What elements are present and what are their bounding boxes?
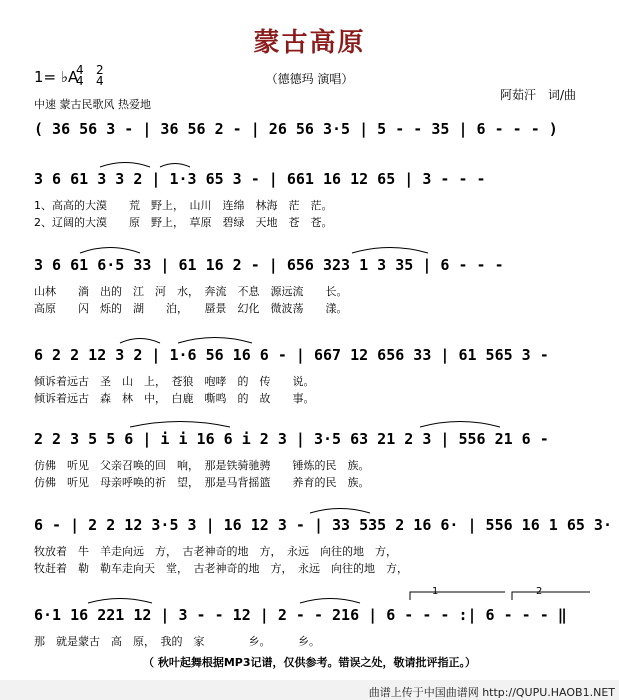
volta-2: 2 bbox=[536, 586, 543, 597]
lyric-row-5-verse-1: 牧放着 牛 羊走向远 方， 古老神奇的地 方， 永远 向往的地 方， bbox=[34, 545, 397, 558]
score-row-2: 3 6 61 6·5 33 | 61 16 2 - | 656 323 1 3 35 | 6 - - - bbox=[34, 256, 504, 274]
score-row-1: 3 6 61 3 3 2 | 1·3 65 3 - | 661 16 12 65 | 3 - - - bbox=[34, 170, 486, 188]
volta-bracket-2 bbox=[512, 592, 590, 600]
slur bbox=[160, 164, 190, 168]
slur bbox=[80, 248, 140, 254]
page-title: 蒙古高原 bbox=[253, 28, 366, 58]
score-row-4: 2 2 3 5 5 6 | i i 16 6 i 2 3 | 3·5 63 21 2 3 | 556 21 6 - bbox=[34, 430, 549, 448]
tempo-marking: 中速 蒙古民歌风 热爱地 bbox=[34, 98, 151, 111]
lyric-row-4-verse-1: 仿佛 听见 父亲召唤的回 响， 那是铁骑驰骋 锤炼的民 族。 bbox=[34, 459, 370, 472]
lyric-row-6-verse-1: 那 就是蒙古 高 原， 我的 家 乡。 乡。 bbox=[34, 635, 320, 648]
slur bbox=[120, 339, 160, 344]
key-signature: 1= ♭A bbox=[34, 68, 79, 86]
slur bbox=[100, 163, 150, 168]
lyric-row-1-verse-1: 1、高高的大漠 荒 野上， 山川 连绵 林海 茫 茫。 bbox=[34, 199, 333, 212]
volta-bracket-1 bbox=[410, 592, 505, 600]
score-row-intro: ( 36 56 3 - | 36 56 2 - | 26 56 3·5 | 5 - - 35 | 6 - - - ) bbox=[34, 120, 558, 138]
slur bbox=[310, 509, 370, 514]
lyric-row-2-verse-2: 高原 闪 烁的 湖 泊， 蜃景 幻化 微波荡 漾。 bbox=[34, 302, 348, 315]
lyric-row-2-verse-1: 山林 淌 出的 江 河 水， 奔流 不息 源远流 长。 bbox=[34, 285, 348, 298]
lyric-row-4-verse-2: 仿佛 听见 母亲呼唤的祈 望， 那是马背摇篮 养育的民 族。 bbox=[34, 476, 370, 489]
score-row-6: 6·1 16 221 12 | 3 - - 12 | 2 - - 216 | 6 - - - :| 6 - - - ‖ bbox=[34, 606, 567, 624]
time-signature-1: 4 4 bbox=[76, 63, 84, 88]
slur bbox=[300, 599, 360, 604]
slur bbox=[88, 599, 152, 604]
lyric-row-3-verse-2: 倾诉着远古 森 林 中， 白鹿 嘶鸣 的 故 事。 bbox=[34, 392, 315, 405]
score-row-5: 6 - | 2 2 12 3·5 3 | 16 12 3 - | 33 535 2 16 6· | 556 16 1 65 3· bbox=[34, 516, 612, 534]
slur bbox=[130, 422, 230, 428]
watermark: 曲谱上传于中国曲谱网 http://QUPU.HAOB1.NET bbox=[368, 686, 615, 699]
lyric-row-1-verse-2: 2、辽阔的大漠 原 野上， 草原 碧绿 天地 苍 苍。 bbox=[34, 216, 333, 229]
slur bbox=[352, 248, 428, 254]
performer-subtitle: （德德玛 演唱） bbox=[265, 72, 354, 86]
score-row-3: 6 2 2 12 3 2 | 1·6 56 16 6 - | 667 12 656 33 | 61 565 3 - bbox=[34, 346, 549, 364]
time-signature-2: 2 4 bbox=[96, 63, 104, 88]
lyric-row-3-verse-1: 倾诉着远古 圣 山 上， 苍狼 咆哮 的 传 说。 bbox=[34, 375, 315, 388]
volta-1: 1 bbox=[432, 586, 439, 597]
slur bbox=[178, 338, 252, 344]
slur bbox=[420, 422, 500, 428]
footnote: （ 秋叶起舞根据MP3记谱，仅供参考。错误之处，敬请批评指正。） bbox=[143, 656, 476, 669]
credits: 阿茹汗 词/曲 bbox=[500, 88, 577, 102]
lyric-row-5-verse-2: 牧赶着 勒 勒车走向天 堂， 古老神奇的地 方， 永远 向往的地 方， bbox=[34, 562, 408, 575]
